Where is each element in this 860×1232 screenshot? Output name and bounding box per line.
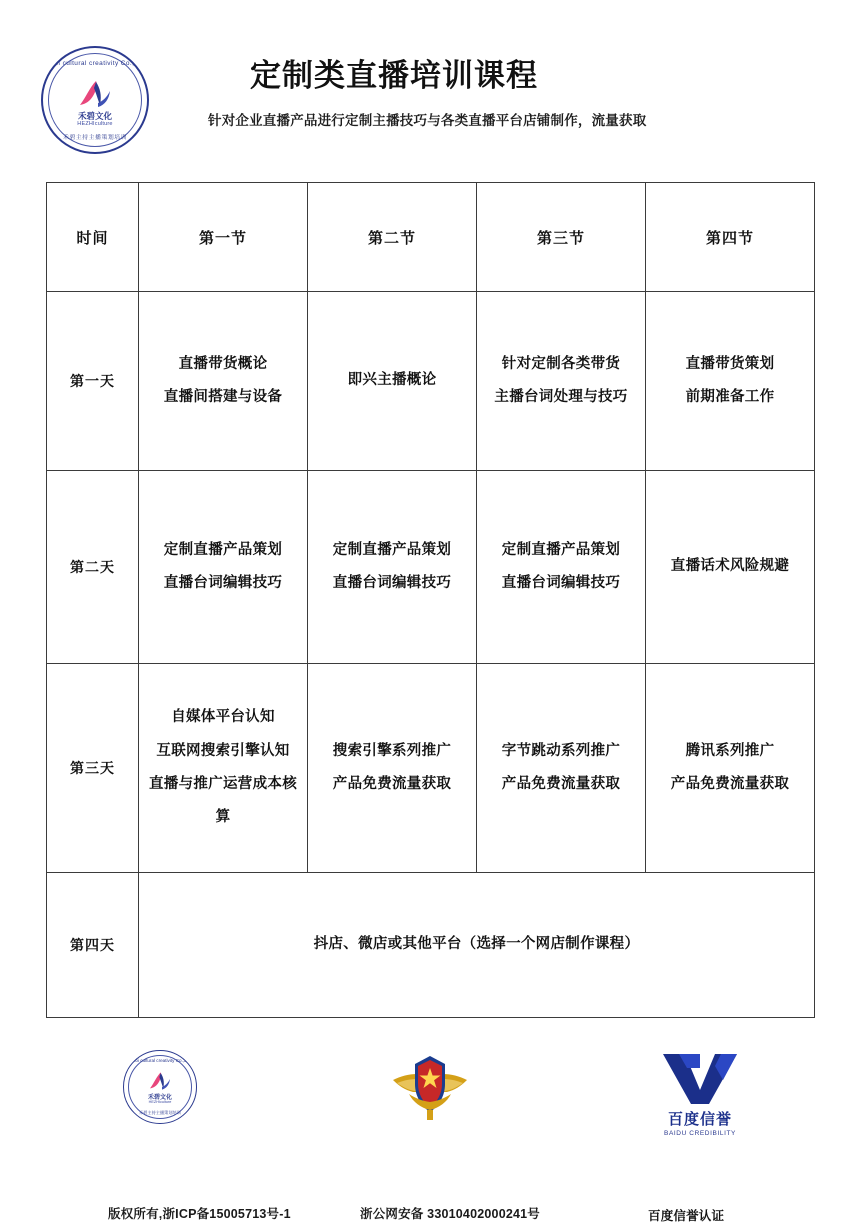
police-emblem-icon <box>387 1050 473 1124</box>
footer-badge-police <box>355 1050 505 1124</box>
course-schedule-table <box>46 182 815 1018</box>
page-title: 定制类直播培训课程 <box>250 58 538 93</box>
table-row <box>47 664 815 873</box>
footer-badges <box>0 1042 860 1137</box>
table-cell: 定制直播产品策划 直播台词编辑技巧 <box>139 471 308 664</box>
table-cell-merged: 抖店、微店或其他平台（选择一个网店制作课程） <box>139 873 815 1018</box>
column-header-session-1: 第一节 <box>139 183 308 292</box>
seal-arc-bottom-text: 禾碧主持主播策划培训 <box>62 135 127 141</box>
footer-labels <box>0 1202 860 1222</box>
column-header-session-2: 第二节 <box>308 183 477 292</box>
baidu-credibility-cn: 百度信誉 <box>667 1111 732 1128</box>
table-row <box>47 471 815 664</box>
page-subtitle: 针对企业直播产品进行定制主播技巧与各类直播平台店铺制作，流量获取 <box>208 113 647 128</box>
brush-mark-icon <box>76 79 114 109</box>
table-cell: 直播带货概论 直播间搭建与设备 <box>139 292 308 471</box>
column-header-session-4: 第四节 <box>646 183 815 292</box>
row-day-label: 第一天 <box>47 292 139 471</box>
seal-arc-top-text: Hebi cultural creativity Co.,Ltd <box>45 60 145 67</box>
table-cell: 针对定制各类带货 主播台词处理与技巧 <box>477 292 646 471</box>
table-cell: 直播话术风险规避 <box>646 471 815 664</box>
company-logo <box>0 42 190 154</box>
table-cell: 自媒体平台认知 互联网搜索引擎认知 直播与推广运营成本核算 <box>139 664 308 873</box>
baidu-credibility-badge <box>640 1050 760 1137</box>
copyright-label: 版权所有,浙ICP备15005713号-1 <box>108 1207 291 1221</box>
row-day-label: 第三天 <box>47 664 139 873</box>
company-seal-icon <box>41 46 149 154</box>
column-header-session-3: 第三节 <box>477 183 646 292</box>
table-cell: 直播带货策划 前期准备工作 <box>646 292 815 471</box>
document-header <box>0 0 860 152</box>
table-cell: 定制直播产品策划 直播台词编辑技巧 <box>477 471 646 664</box>
baidu-credibility-en: BAIDU CREDIBILITY <box>664 1130 736 1137</box>
footer-badge-baidu <box>625 1050 775 1137</box>
footer-badge-company <box>85 1050 235 1124</box>
table-cell: 腾讯系列推广 产品免费流量获取 <box>646 664 815 873</box>
seal-arc-bottom-text: 禾碧主持主播策划培训 <box>139 1110 181 1115</box>
document-footer <box>0 1042 860 1232</box>
seal-company-en: HEZHIculture <box>148 1100 172 1104</box>
row-day-label: 第四天 <box>47 873 139 1018</box>
seal-arc-top-text: Hebi cultural creativity Co.,Ltd <box>129 1058 191 1063</box>
course-table-wrapper <box>46 182 814 1018</box>
table-row <box>47 873 815 1018</box>
table-row <box>47 292 815 471</box>
brush-mark-icon <box>147 1071 173 1091</box>
seal-company-name: 禾碧文化 <box>77 111 112 121</box>
table-cell: 定制直播产品策划 直播台词编辑技巧 <box>308 471 477 664</box>
baidu-v-icon <box>657 1050 743 1106</box>
table-cell: 即兴主播概论 <box>308 292 477 471</box>
table-cell: 搜索引擎系列推广 产品免费流量获取 <box>308 664 477 873</box>
company-seal-icon <box>123 1050 197 1124</box>
title-block <box>190 42 860 129</box>
table-cell: 字节跳动系列推广 产品免费流量获取 <box>477 664 646 873</box>
column-header-time: 时间 <box>47 183 139 292</box>
seal-company-en: HEZHIculture <box>77 121 113 127</box>
baidu-credibility-label: 百度信誉认证 <box>648 1209 725 1223</box>
police-record-label: 浙公网安备 33010402000241号 <box>360 1207 540 1221</box>
seal-company-name: 禾碧文化 <box>147 1095 172 1101</box>
table-header-row <box>47 183 815 292</box>
row-day-label: 第二天 <box>47 471 139 664</box>
